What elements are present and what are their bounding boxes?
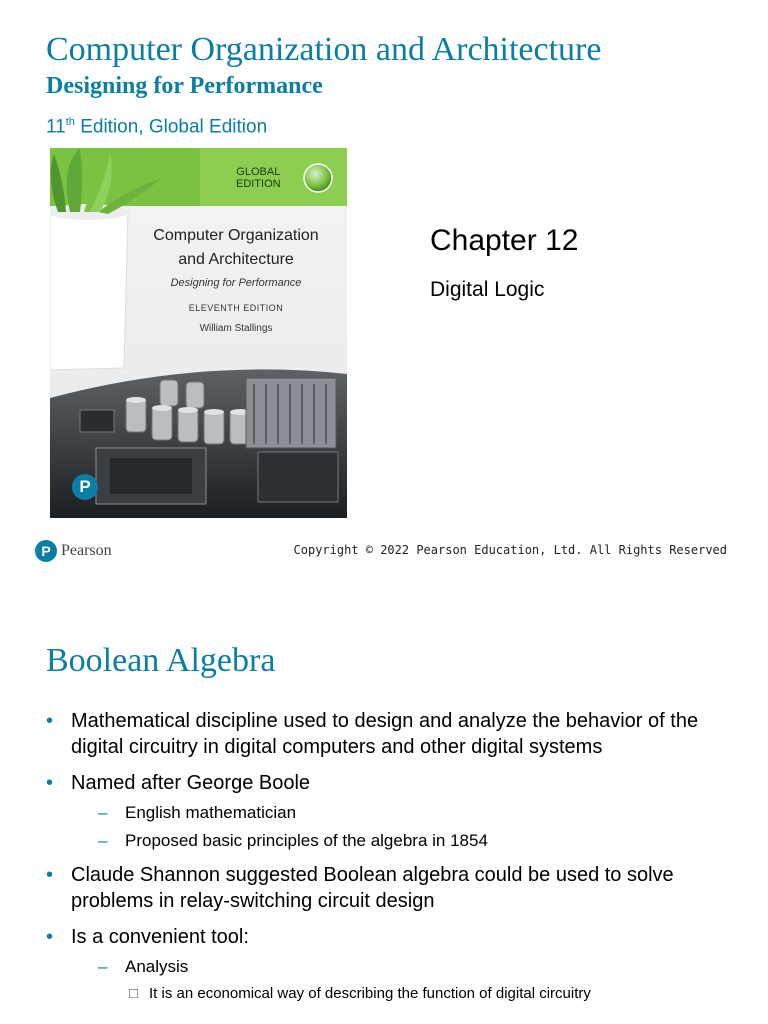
book-cover [50,148,347,518]
cover-title-line2: and Architecture [178,251,294,268]
sub-bullet-item [71,830,746,852]
bullet-text: Named after George Boole [71,772,311,794]
pearson-wordmark: Pearson [61,542,112,559]
sub-bullet-text: Proposed basic principles of the algebra in 1854 [125,831,488,850]
bullet-text: Is a convenient tool: [71,926,249,948]
pearson-footer-logo [35,540,112,562]
bullet-icon: • [46,772,54,794]
box-bullet-icon: □ [129,985,139,1002]
slide-subtitle: Designing for Performance [46,73,323,99]
cover-title [128,224,344,272]
bullet-item [46,770,746,852]
bullet-text: Claude Shannon suggested Boolean algebra could be used to solve problems in relay-switching circuit design [71,864,674,912]
edition-label: Edition, Global Edition [74,116,268,138]
dash-icon: – [98,803,108,822]
cover-badge-line2: EDITION [236,178,281,190]
content-slide [0,576,768,1024]
dash-icon: – [98,831,108,850]
cover-pearson-logo-icon: P [72,474,98,500]
dash-icon: – [98,957,108,976]
sub-sub-bullet-text: It is an economical way of describing the function of digital circuitry [149,985,591,1002]
sub-bullet-item [71,956,746,978]
copyright-notice: Copyright © 2022 Pearson Education, Ltd. All Rights Reserved [293,543,727,557]
bullet-icon: • [46,864,54,886]
chapter-title: Digital Logic [430,278,545,301]
chapter-number: Chapter 12 [430,224,579,257]
sub-bullet-text: Analysis [125,957,189,976]
cover-badge-line1: GLOBAL [236,166,281,178]
bullet-text: Mathematical discipline used to design and analyze the behavior of the digital circuitry in digital computers and other digital systems [71,710,699,758]
edition-suffix: th [65,116,75,128]
pearson-logo-icon: P [35,540,57,562]
cover-author: William Stallings [199,323,273,334]
bullet-icon: • [46,926,54,948]
cover-global-badge [236,166,281,190]
bullet-list [46,708,746,1014]
cover-subtitle: Designing for Performance [170,277,302,289]
cover-edition: ELEVENTH EDITION [188,303,284,313]
bullet-item [46,862,746,914]
sub-bullet-text: English mathematician [125,803,297,822]
sub-sub-bullet-item [71,984,746,1004]
slide-title: Boolean Algebra [46,642,276,679]
sub-bullet-item [71,802,746,824]
bullet-icon: • [46,710,54,732]
edition-number: 11 [46,116,66,138]
bullet-item [46,708,746,760]
slide-title: Computer Organization and Architecture [46,31,602,68]
cover-title-line1: Computer Organization [153,227,319,244]
bullet-item [46,924,746,1004]
edition-text [46,116,267,138]
